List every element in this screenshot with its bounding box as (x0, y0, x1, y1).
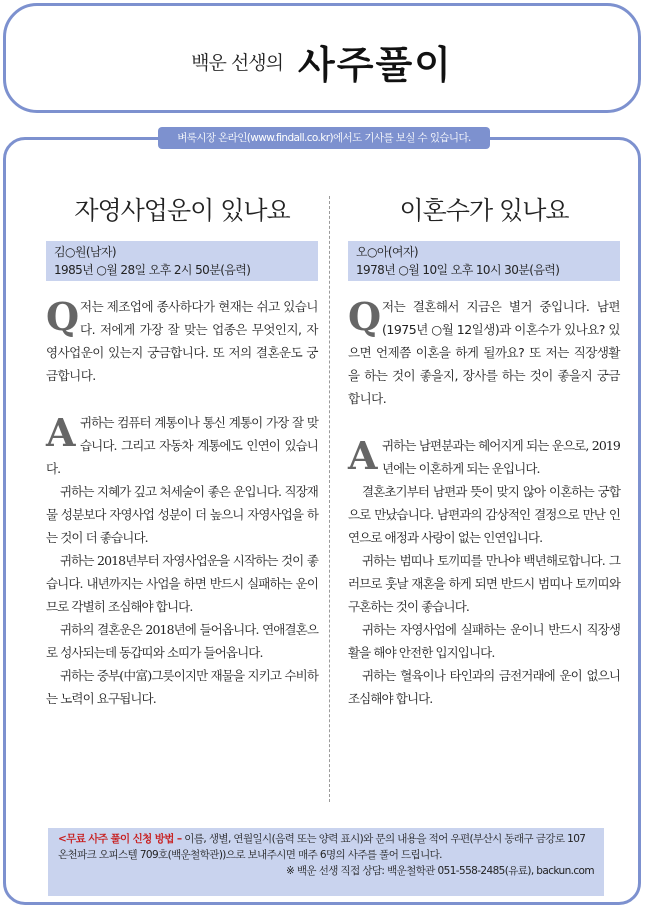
right-info-box (348, 241, 620, 281)
right-answer-paragraph: 귀하는 자영사업에 실패하는 운이니 반드시 직장생활을 해야 안전한 입지입니다. (348, 622, 620, 660)
right-a-letter: A (348, 433, 377, 478)
right-answer-paragraph: 귀하는 범띠나 토끼띠를 만나야 백년해로합니다. 그러므로 훗날 재혼을 하게 되면 반드시 범띠나 토끼띠와 구혼하는 것이 좋습니다. (348, 553, 620, 614)
left-question-text: 저는 제조업에 종사하다가 현재는 쉬고 있습니다. 저에게 가장 잘 맞는 업종은 무엇인지, 자영사업운이 있는지 궁금합니다. 또 저의 결혼운도 궁금합니다. (46, 299, 318, 383)
left-a-letter: A (46, 410, 75, 455)
left-answer-first: 귀하는 컴퓨터 계통이나 통신 계통이 가장 잘 맞습니다. 그리고 자동차 계통에도 인연이 있습니다. (46, 415, 318, 476)
left-info-birth: 1985년 ○월 28일 오후 2시 50분(음력) (54, 263, 251, 277)
right-answer (348, 434, 620, 710)
right-answer-paragraph: 귀하는 혈육이나 타인과의 금전거래에 운이 없으니 조심해야 합니다. (348, 668, 620, 706)
left-column (46, 190, 318, 710)
column-divider (329, 196, 330, 802)
online-banner: 벼룩시장 온라인(www.findall.co.kr)에서도 기사를 보실 수 있습니다. (158, 127, 490, 149)
right-q-letter: Q (348, 294, 381, 339)
left-answer-paragraph: 귀하의 결혼운은 2018년에 들어옵니다. 연애결혼으로 성사되는데 동갑띠와 소띠가 들어옵니다. (46, 622, 318, 660)
right-column (348, 190, 620, 710)
right-answer-first: 귀하는 남편분과는 헤어지게 되는 운으로, 2019년에는 이혼하게 되는 운입니다. (382, 438, 620, 476)
left-question (46, 295, 318, 387)
right-info-birth: 1978년 ○월 10일 오후 10시 30분(음력) (356, 263, 560, 277)
right-question (348, 295, 620, 410)
right-column-title: 이혼수가 있나요 (399, 196, 569, 225)
left-info-box (46, 241, 318, 281)
left-answer (46, 411, 318, 710)
footer-info-box (48, 828, 604, 896)
header-main-title: 사주풀이 (298, 42, 453, 87)
left-q-letter: Q (46, 294, 79, 339)
header-subtitle: 백운 선생의 (191, 52, 283, 74)
left-answer-paragraph: 귀하는 지혜가 깊고 처세술이 좋은 운입니다. 직장재물 성분보다 자영사업 성분이 더 높으니 자영사업을 하는 것이 더 좋습니다. (46, 484, 318, 545)
footer-contact: ※ 백운 선생 직접 상담: 백운철학관 051-558-2485(유료), backun.com (285, 865, 594, 877)
header-title (6, 34, 638, 89)
right-answer-paragraph: 결혼초기부터 남편과 뜻이 맞지 않아 이혼하는 궁합으로 만났습니다. 남편과의 감상적인 결정으로 만난 인연으로 애정과 사랑이 없는 인연입니다. (348, 484, 620, 545)
left-answer-paragraph: 귀하는 2018년부터 자영사업운을 시작하는 것이 좋습니다. 내년까지는 사업을 하면 반드시 실패하는 운이므로 각별히 조심해야 합니다. (46, 553, 318, 614)
footer-application-text (58, 831, 594, 863)
left-info-name: 김○원(남자) (54, 245, 117, 259)
left-column-title: 자영사업운이 있나요 (74, 196, 290, 225)
left-answer-paragraph: 귀하는 중부(中富)그릇이지만 재물을 지키고 수비하는 노력이 요구됩니다. (46, 668, 318, 706)
right-question-text: 저는 결혼해서 지금은 별거 중입니다. 남편(1975년 ○월 12일생)과 이혼수가 있나요? 있으면 언제쯤 이혼을 하게 될까요? 또 저는 직장생활을 하는 것이 좋을지, 장사를 하는 것이 좋을지 궁금합니다. (348, 299, 620, 406)
right-info-name: 오○아(여자) (356, 245, 419, 259)
header-frame (3, 3, 641, 113)
footer-label: <무료 사주 풀이 신청 방법 – (58, 833, 182, 845)
footer-body: 이름, 생별, 연월일시(음력 또는 양력 표시)와 문의 내용을 적어 우편(부산시 동래구 금강로 107 온천파크 오피스텔 709호(백운철학관))으로 보내주시면 매주 6명의 사주를 풀어 드립니다. (58, 833, 586, 861)
